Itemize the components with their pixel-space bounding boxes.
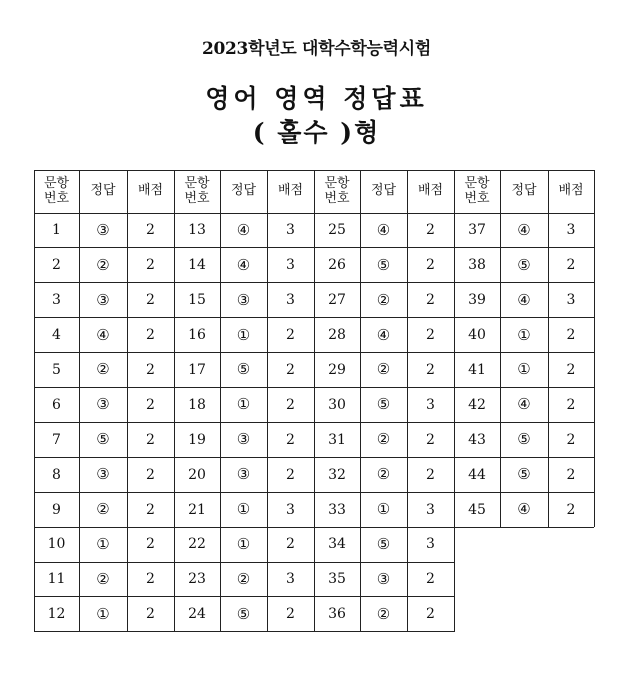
cell-answer-36: ② — [376, 604, 391, 623]
header-points: 배점 — [558, 183, 584, 199]
cell-answer-33: ① — [376, 500, 391, 518]
cell-points-30: 3 — [426, 396, 435, 413]
header-no: 문항 번호 — [43, 175, 70, 206]
cell-answer-42: ④ — [517, 395, 531, 414]
cell-no-38: 38 — [468, 257, 486, 274]
cell-answer-25: ④ — [376, 220, 391, 239]
cell-answer-24: ⑤ — [236, 604, 251, 623]
column-divider — [360, 170, 361, 632]
cell-points-12: 2 — [146, 606, 155, 623]
cell-answer-16: ① — [236, 325, 251, 344]
cell-points-18: 2 — [286, 396, 295, 413]
cell-points-36: 2 — [426, 606, 435, 623]
cell-answer-38: ⑤ — [517, 255, 531, 274]
subject-title: 영어 영역 정답표 — [205, 84, 428, 113]
cell-points-6: 2 — [146, 396, 155, 413]
cell-no-13: 13 — [188, 222, 206, 239]
cell-points-37: 3 — [566, 222, 576, 239]
form-label: ( 홀수 )형 — [252, 118, 381, 147]
cell-no-17: 17 — [188, 361, 206, 378]
cell-no-34: 34 — [328, 536, 346, 553]
cell-answer-41: ① — [517, 360, 531, 379]
cell-no-43: 43 — [468, 431, 486, 448]
cell-points-25: 2 — [426, 222, 435, 239]
table-border-right — [594, 170, 595, 527]
cell-no-35: 35 — [328, 571, 346, 588]
column-divider — [314, 170, 315, 632]
cell-no-16: 16 — [188, 327, 206, 344]
column-divider — [127, 170, 128, 632]
cell-no-11: 11 — [47, 571, 66, 588]
cell-no-22: 22 — [188, 536, 206, 553]
cell-no-21: 21 — [188, 501, 206, 518]
cell-points-24: 2 — [286, 606, 295, 623]
cell-answer-23: ② — [236, 569, 251, 588]
cell-no-41: 41 — [468, 361, 486, 378]
cell-answer-3: ③ — [96, 290, 110, 309]
cell-answer-37: ④ — [517, 220, 531, 239]
cell-no-8: 8 — [52, 466, 61, 483]
cell-answer-15: ③ — [236, 290, 251, 309]
cell-no-37: 37 — [468, 222, 486, 239]
cell-no-5: 5 — [52, 361, 61, 378]
table-border-left — [34, 170, 35, 632]
cell-no-27: 27 — [328, 292, 346, 309]
column-divider — [407, 170, 408, 632]
header-answer: 정답 — [90, 183, 116, 199]
column-divider — [500, 170, 501, 527]
cell-points-17: 2 — [286, 361, 295, 378]
cell-no-40: 40 — [468, 327, 486, 344]
cell-points-3: 2 — [146, 292, 155, 309]
cell-points-15: 3 — [286, 292, 295, 309]
cell-answer-4: ④ — [96, 325, 110, 344]
cell-no-14: 14 — [188, 257, 206, 274]
cell-points-22: 2 — [286, 536, 295, 553]
cell-points-11: 2 — [146, 571, 155, 588]
header-answer: 정답 — [511, 183, 537, 199]
cell-answer-35: ③ — [376, 569, 391, 588]
cell-no-44: 44 — [468, 466, 486, 483]
exam-title: 2023학년도 대학수학능력시험 — [201, 39, 432, 59]
cell-points-29: 2 — [426, 361, 435, 378]
cell-no-26: 26 — [328, 257, 346, 274]
cell-no-32: 32 — [328, 466, 346, 483]
cell-answer-5: ② — [96, 360, 110, 379]
header-no: 문항 번호 — [464, 175, 490, 206]
cell-points-10: 2 — [146, 536, 155, 553]
header-no: 문항 번호 — [184, 175, 210, 206]
cell-points-45: 2 — [566, 501, 576, 518]
cell-answer-31: ② — [376, 430, 391, 449]
cell-answer-1: ③ — [96, 220, 110, 239]
cell-points-40: 2 — [566, 327, 576, 344]
cell-answer-6: ③ — [96, 395, 110, 414]
cell-points-9: 2 — [146, 501, 155, 518]
cell-points-28: 2 — [426, 327, 435, 344]
cell-no-19: 19 — [188, 431, 206, 448]
cell-no-20: 20 — [188, 466, 206, 483]
header-no: 문항 번호 — [324, 175, 350, 206]
cell-answer-7: ⑤ — [96, 430, 110, 449]
cell-answer-17: ⑤ — [236, 360, 251, 379]
cell-answer-9: ② — [96, 500, 110, 518]
cell-answer-21: ① — [236, 500, 251, 518]
column-divider — [220, 170, 221, 632]
cell-answer-18: ① — [236, 395, 251, 414]
cell-answer-43: ⑤ — [517, 430, 531, 449]
cell-no-39: 39 — [468, 292, 486, 309]
cell-points-14: 3 — [286, 257, 295, 274]
column-divider — [79, 170, 80, 632]
cell-no-25: 25 — [328, 222, 346, 239]
cell-points-35: 2 — [426, 571, 435, 588]
cell-answer-2: ② — [96, 255, 110, 274]
row-divider — [34, 562, 454, 563]
cell-no-10: 10 — [47, 536, 66, 553]
header-points: 배점 — [137, 183, 164, 199]
cell-answer-32: ② — [376, 465, 391, 484]
cell-points-2: 2 — [146, 257, 155, 274]
column-divider — [454, 170, 455, 632]
cell-points-41: 2 — [566, 361, 576, 378]
cell-points-16: 2 — [286, 327, 295, 344]
cell-points-39: 3 — [566, 292, 576, 309]
cell-no-28: 28 — [328, 327, 346, 344]
cell-points-21: 3 — [286, 501, 295, 518]
cell-answer-10: ① — [96, 534, 110, 553]
cell-points-23: 3 — [286, 571, 295, 588]
header-points: 배점 — [277, 183, 304, 199]
cell-answer-40: ① — [517, 325, 531, 344]
cell-no-12: 12 — [47, 606, 66, 623]
cell-no-6: 6 — [52, 396, 61, 413]
cell-answer-19: ③ — [236, 430, 251, 449]
cell-answer-29: ② — [376, 360, 391, 379]
cell-no-36: 36 — [328, 606, 346, 623]
cell-points-34: 3 — [426, 536, 435, 553]
cell-points-19: 2 — [286, 431, 295, 448]
cell-points-20: 2 — [286, 466, 295, 483]
cell-no-42: 42 — [468, 396, 486, 413]
cell-no-30: 30 — [328, 396, 346, 413]
cell-answer-8: ③ — [96, 465, 110, 484]
cell-no-7: 7 — [52, 431, 61, 448]
cell-answer-26: ⑤ — [376, 255, 391, 274]
cell-points-33: 3 — [426, 501, 435, 518]
cell-answer-11: ② — [96, 569, 110, 588]
header-answer: 정답 — [370, 183, 397, 199]
cell-answer-22: ① — [236, 534, 251, 553]
cell-answer-14: ④ — [236, 255, 251, 274]
cell-answer-20: ③ — [236, 465, 251, 484]
column-divider — [174, 170, 175, 632]
cell-no-3: 3 — [52, 292, 61, 309]
cell-points-26: 2 — [426, 257, 435, 274]
cell-points-42: 2 — [566, 396, 576, 413]
cell-points-32: 2 — [426, 466, 435, 483]
column-divider — [267, 170, 268, 632]
cell-answer-12: ① — [96, 604, 110, 623]
cell-answer-34: ⑤ — [376, 534, 391, 553]
cell-points-38: 2 — [566, 257, 576, 274]
cell-no-31: 31 — [328, 431, 346, 448]
cell-no-45: 45 — [468, 501, 486, 518]
cell-answer-28: ④ — [376, 325, 391, 344]
row-divider — [34, 596, 454, 597]
cell-no-33: 33 — [328, 501, 346, 518]
cell-points-44: 2 — [566, 466, 576, 483]
answer-table — [34, 170, 594, 632]
cell-points-8: 2 — [146, 466, 155, 483]
cell-points-1: 2 — [146, 222, 155, 239]
cell-answer-39: ④ — [517, 290, 531, 309]
cell-points-4: 2 — [146, 327, 155, 344]
cell-no-18: 18 — [188, 396, 206, 413]
cell-points-27: 2 — [426, 292, 435, 309]
cell-points-13: 3 — [286, 222, 295, 239]
row-divider — [34, 631, 454, 632]
cell-points-43: 2 — [566, 431, 576, 448]
cell-answer-27: ② — [376, 290, 391, 309]
cell-no-29: 29 — [328, 361, 346, 378]
cell-no-24: 24 — [188, 606, 206, 623]
cell-answer-13: ④ — [236, 220, 251, 239]
header-points: 배점 — [417, 183, 444, 199]
cell-answer-30: ⑤ — [376, 395, 391, 414]
cell-no-4: 4 — [52, 327, 61, 344]
cell-no-23: 23 — [188, 571, 206, 588]
column-divider — [548, 170, 549, 527]
header-answer: 정답 — [230, 183, 257, 199]
cell-no-9: 9 — [52, 501, 61, 518]
cell-points-5: 2 — [146, 361, 155, 378]
cell-points-7: 2 — [146, 431, 155, 448]
cell-points-31: 2 — [426, 431, 435, 448]
cell-answer-44: ⑤ — [517, 465, 531, 484]
cell-answer-45: ④ — [517, 500, 531, 518]
cell-no-15: 15 — [188, 292, 206, 309]
cell-no-1: 1 — [52, 222, 61, 239]
cell-no-2: 2 — [52, 257, 61, 274]
